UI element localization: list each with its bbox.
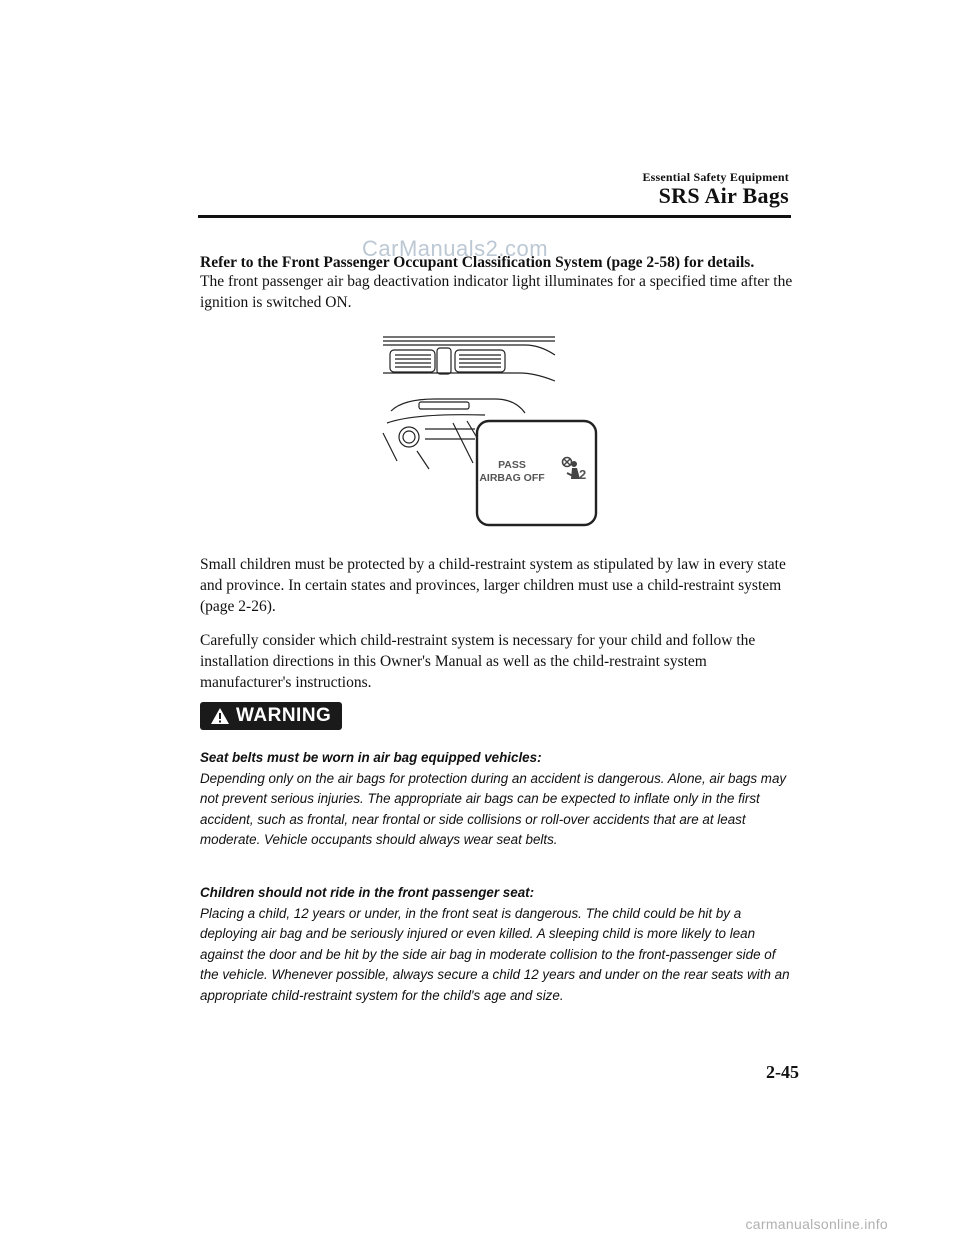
indicator-text-airbag-off: AIRBAG OFF <box>479 472 545 484</box>
indicator-icon-number: 2 <box>579 467 587 482</box>
warning-item-children <box>200 883 790 1006</box>
warning-body: Depending only on the air bags for protection during an accident is dangerous. Alone, air bags may not prevent serious injuries. The appropriate air bags can be expected to inflate only in the first accident, such as frontal, near frontal or side collisions or roll-over accidents that are at least moderate. Vehicle occupants should always wear seat belts. <box>200 770 787 847</box>
warning-heading: Children should not ride in the front passenger seat: <box>200 885 535 900</box>
watermark-top: CarManuals2.com <box>362 236 549 261</box>
paragraph-installation: Carefully consider which child-restraint system is necessary for your child and follow the installation directions in this Owner's Manual as well as the child-restraint system manufacturer's instructions. <box>200 632 756 691</box>
indicator-figure <box>375 333 600 533</box>
header-rule <box>198 215 791 218</box>
warning-body: Placing a child, 12 years or under, in the front seat is dangerous. The child could be hit by a deploying air bag and be seriously injured or even killed. A sleeping child is more likely to lean against the door and be hit by the side air bag in moderate collision to the front-passenger side of the vehicle. Whenever possible, always secure a child 12 years and under on the rear seats with an appropriate child-restraint system for the child's age and size. <box>200 905 790 1003</box>
section-label: Essential Safety Equipment <box>642 170 789 184</box>
paragraph-indicator: The front passenger air bag deactivation indicator light illuminates for a specified time after the ignition is switched ON. <box>200 273 793 311</box>
indicator-text-pass: PASS <box>498 459 526 471</box>
warning-label: WARNING <box>236 705 332 726</box>
dashboard-illustration <box>375 333 600 528</box>
watermark-bottom: carmanualsonline.info <box>745 1216 888 1232</box>
warning-badge <box>200 702 342 730</box>
page-number: 2-45 <box>766 1062 799 1082</box>
paragraph-child-restraint: Small children must be protected by a child-restraint system as stipulated by law in every state and province. In certain states and provinces, larger children must use a child-restraint system (page 2-26). <box>200 556 786 615</box>
paragraph-reference: Refer to the Front Passenger Occupant Classification System (page 2-58) for details. <box>200 254 755 271</box>
section-title: SRS Air Bags <box>658 183 789 208</box>
warning-item-seat-belts <box>200 748 790 851</box>
warning-heading: Seat belts must be worn in air bag equipped vehicles: <box>200 750 542 765</box>
warning-triangle-icon <box>210 707 230 725</box>
